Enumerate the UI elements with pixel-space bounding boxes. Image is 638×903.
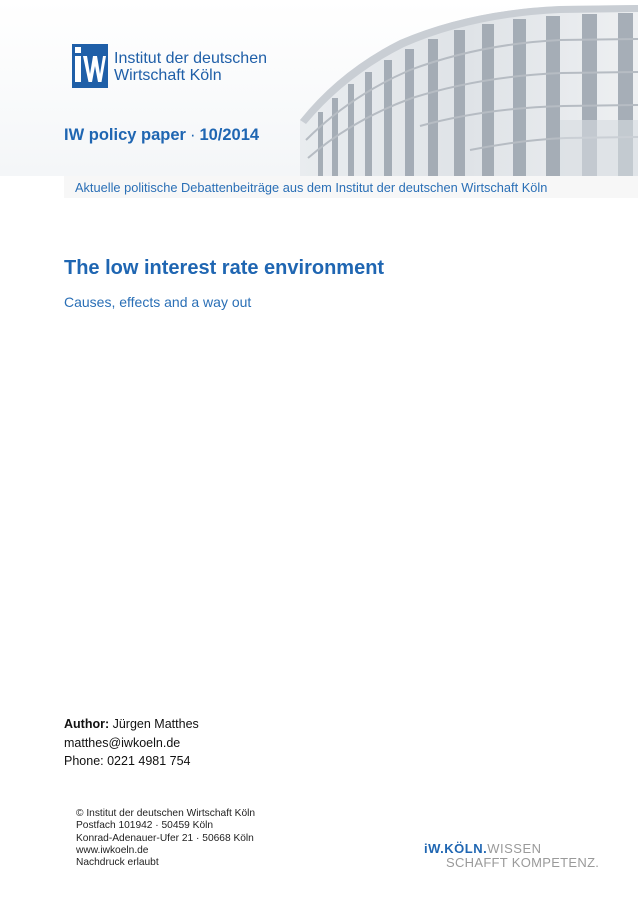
author-email: matthes@iwkoeln.de xyxy=(64,735,181,750)
institute-name-line2: Wirtschaft Köln xyxy=(114,67,222,84)
imprint-address: Konrad-Adenauer-Ufer 21 · 50668 Köln xyxy=(76,832,254,844)
series-heading xyxy=(64,126,259,145)
iw-logo-icon xyxy=(72,44,108,88)
institute-name xyxy=(114,50,267,84)
building-image xyxy=(0,0,638,176)
series-separator: · xyxy=(189,126,196,144)
series-name: IW policy paper xyxy=(64,126,186,144)
imprint-website: www.iwkoeln.de xyxy=(76,844,149,856)
brand-part-kompetenz: SCHAFFT KOMPETENZ. xyxy=(446,855,600,870)
author-label: Author: xyxy=(64,717,110,731)
author-phone: Phone: 0221 4981 754 xyxy=(64,754,191,768)
author-line xyxy=(64,715,199,734)
imprint-postbox: Postfach 101942 · 50459 Köln xyxy=(76,820,214,832)
institute-name-line1: Institut der deutschen xyxy=(114,50,267,67)
brand-wordmark xyxy=(424,842,599,870)
document-subtitle: Causes, effects and a way out xyxy=(64,294,252,310)
series-number: 10/2014 xyxy=(199,126,260,144)
document-title: The low interest rate environment xyxy=(64,257,385,279)
brand-part-iwkoeln: iW.KÖLN. xyxy=(424,841,488,856)
author-name: Jürgen Matthes xyxy=(112,717,199,731)
imprint-copyright: © Institut der deutschen Wirtschaft Köln xyxy=(76,808,256,819)
imprint xyxy=(76,808,255,869)
tagline: Aktuelle politische Debattenbeiträge aus dem Institut der deutschen Wirtschaft Köln xyxy=(75,180,548,195)
imprint-reprint-note: Nachdruck erlaubt xyxy=(76,857,159,869)
brand-part-wissen: WISSEN xyxy=(487,841,542,856)
author-block xyxy=(64,715,199,771)
